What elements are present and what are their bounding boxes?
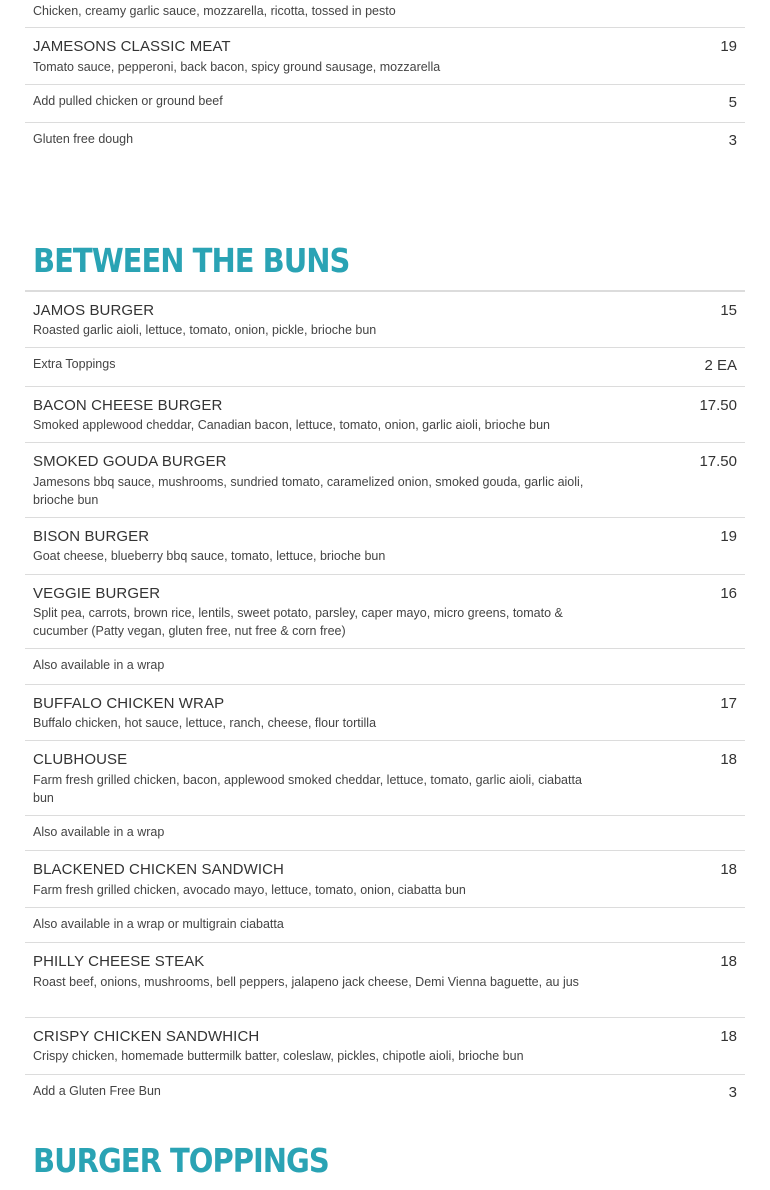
item-price: 18 (720, 953, 737, 970)
item-name: BACON CHEESE BURGER (33, 397, 223, 414)
item-price: 19 (720, 528, 737, 545)
item-description: Smoked applewood cheddar, Canadian bacon, lettuce, tomato, onion, garlic aioli, brioche bun (33, 418, 551, 432)
menu-item-bacon-cheese-burger (25, 387, 745, 443)
item-price: 19 (720, 38, 737, 55)
menu-addon-gluten-free-bun (25, 1075, 745, 1111)
menu-note-wrap (25, 816, 745, 851)
item-description: Goat cheese, blueberry bbq sauce, tomato, lettuce, brioche bun (33, 549, 386, 563)
item-description: Roasted garlic aioli, lettuce, tomato, onion, pickle, brioche bun (33, 323, 377, 337)
note-label: Also available in a wrap (33, 658, 165, 672)
addon-label: Extra Toppings (33, 357, 116, 371)
item-description: Farm fresh grilled chicken, bacon, applewood smoked cheddar, lettuce, tomato, garlic aioli, ciabatta bun (33, 773, 582, 805)
item-name: CLUBHOUSE (33, 751, 128, 768)
item-name: PHILLY CHEESE STEAK (33, 953, 205, 970)
menu-item-partial (25, 0, 745, 28)
addon-price: 3 (728, 132, 737, 149)
item-name: BISON BURGER (33, 528, 150, 545)
item-price: 15 (720, 302, 737, 319)
item-name: BUFFALO CHICKEN WRAP (33, 695, 225, 712)
menu-item-buffalo-chicken-wrap (25, 685, 745, 741)
item-name: CRISPY CHICKEN SANDWHICH (33, 1028, 260, 1045)
item-name: JAMESONS CLASSIC MEAT (33, 38, 231, 55)
item-description: Split pea, carrots, brown rice, lentils, sweet potato, parsley, caper mayo, micro greens, tomato & cucumber (Patty vegan, gluten free, nut free & corn free) (33, 606, 563, 638)
addon-label: Gluten free dough (33, 132, 134, 146)
item-description: Crispy chicken, homemade buttermilk batter, coleslaw, pickles, chipotle aioli, brioche bun (33, 1049, 524, 1063)
item-description: Jamesons bbq sauce, mushrooms, sundried tomato, caramelized onion, smoked gouda, garlic aioli, brioche bun (33, 475, 584, 507)
menu-item-philly-cheese-steak (25, 943, 745, 1018)
menu-item-classic-meat (25, 28, 745, 85)
addon-label: Add pulled chicken or ground beef (33, 94, 223, 108)
item-description: Farm fresh grilled chicken, avocado mayo, lettuce, tomato, onion, ciabatta bun (33, 883, 466, 897)
item-description: Chicken, creamy garlic sauce, mozzarella, ricotta, tossed in pesto (33, 4, 396, 18)
section-title-burger-toppings: BURGER TOPPINGS (33, 1141, 329, 1181)
item-price: 17.50 (699, 453, 737, 470)
addon-label: Add a Gluten Free Bun (33, 1084, 161, 1098)
menu-item-veggie-burger (25, 575, 745, 649)
note-label: Also available in a wrap (33, 825, 165, 839)
menu-item-bison-burger (25, 518, 745, 575)
menu-addon-chicken (25, 85, 745, 123)
addon-price: 3 (728, 1084, 737, 1101)
menu-item-crispy-chicken-sandwich (25, 1018, 745, 1075)
menu-item-blackened-chicken-sandwich (25, 851, 745, 908)
item-price: 18 (720, 861, 737, 878)
item-name: SMOKED GOUDA BURGER (33, 453, 227, 470)
addon-price: 2 EA (704, 357, 737, 374)
item-price: 17.50 (699, 397, 737, 414)
menu-item-jamos-burger (25, 292, 745, 348)
item-description: Tomato sauce, pepperoni, back bacon, spicy ground sausage, mozzarella (33, 60, 441, 74)
item-price: 16 (720, 585, 737, 602)
section-title-between-the-buns: BETWEEN THE BUNS (33, 241, 350, 281)
menu-item-clubhouse (25, 741, 745, 816)
menu-addon-extra-toppings (25, 348, 745, 387)
item-description: Buffalo chicken, hot sauce, lettuce, ranch, cheese, flour tortilla (33, 716, 377, 730)
item-description: Roast beef, onions, mushrooms, bell peppers, jalapeno jack cheese, Demi Vienna baguette, au jus (33, 975, 579, 989)
item-price: 18 (720, 1028, 737, 1045)
menu-addon-gluten-free (25, 123, 745, 160)
menu-item-smoked-gouda-burger (25, 443, 745, 518)
note-label: Also available in a wrap or multigrain ciabatta (33, 917, 284, 931)
item-name: BLACKENED CHICKEN SANDWICH (33, 861, 284, 878)
item-price: 18 (720, 751, 737, 768)
addon-price: 5 (728, 94, 737, 111)
item-price: 17 (720, 695, 737, 712)
item-name: VEGGIE BURGER (33, 585, 161, 602)
menu-note-wrap-ciabatta (25, 908, 745, 943)
menu-note-wrap (25, 649, 745, 685)
item-name: JAMOS BURGER (33, 302, 155, 319)
